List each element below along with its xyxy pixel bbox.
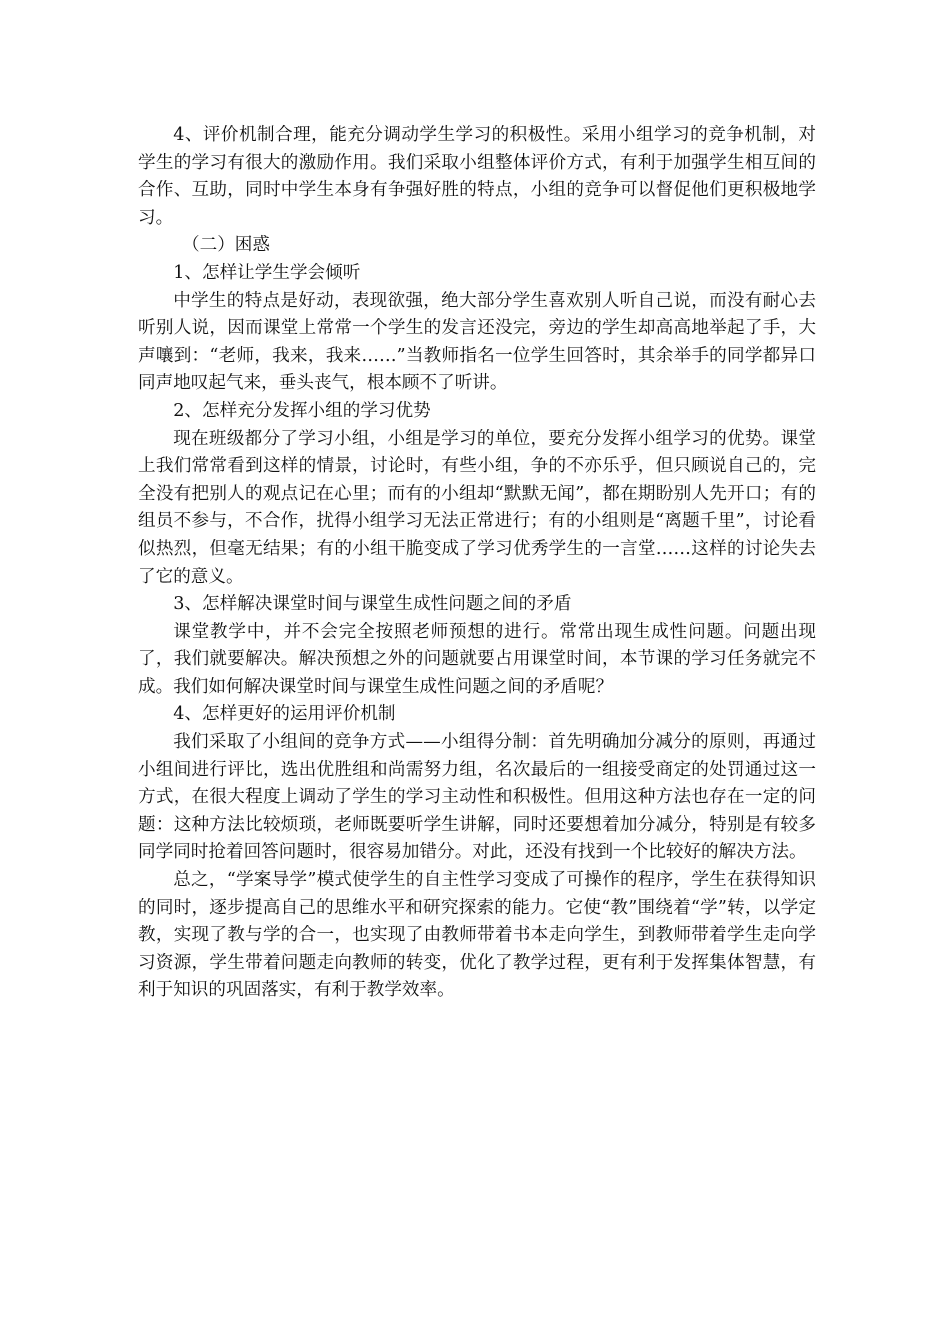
question1-paragraph: 中学生的特点是好动，表现欲强，绝大部分学生喜欢别人听自己说，而没有耐心去听别人说，因而课堂上常常一个学生的发言还没完，旁边的学生却高高地举起了手，大声嚷到：“老师，我来，我来……”当教师指名一位学生回答时，其余举手的同学都异口同声地叹起气来，垂头丧气，根本顾不了听讲。	[138, 290, 816, 394]
question4-heading: 4、怎样更好的运用评价机制	[173, 704, 396, 725]
conclusion-paragraph: 总之，“学案导学”模式使学生的自主性学习变成了可操作的程序，学生在获得知识的同时，逐步提高自己的思维水平和研究探索的能力。它使“教”围绕着“学”转，以学定教，实现了教与学的合一，也实现了由教师带着书本走向学生，到教师带着学生走向学习资源，学生带着问题走向教师的转变，优化了教学过程，更有利于发挥集体智慧，有利于知识的巩固落实，有利于教学效率。	[138, 870, 816, 1001]
question3-heading: 3、怎样解决课堂时间与课堂生成性问题之间的矛盾	[173, 594, 572, 615]
question2-heading: 2、怎样充分发挥小组的学习优势	[173, 400, 431, 421]
question3-paragraph: 课堂教学中，并不会完全按照老师预想的进行。常常出现生成性问题。问题出现了，我们就要解决。解决预想之外的问题就要占用课堂时间，本节课的学习任务就完不成。我们如何解决课堂时间与课堂生成性问题之间的矛盾呢？	[138, 621, 816, 697]
question2-paragraph: 现在班级都分了学习小组，小组是学习的单位，要充分发挥小组学习的优势。课堂上我们常常看到这样的情景，讨论时，有些小组，争的不亦乐乎，但只顾说自己的，完全没有把别人的观点记在心里；而有的小组却“默默无闻”，都在期盼别人先开口；有的组员不参与，不合作，扰得小组学习无法正常进行；有的小组则是“离题千里”，讨论看似热烈，但毫无结果；有的小组干脆变成了学习优秀学生的一言堂……这样的讨论失去了它的意义。	[138, 428, 816, 587]
point4-paragraph: 4、评价机制合理，能充分调动学生学习的积极性。采用小组学习的竞争机制，对学生的学习有很大的激励作用。我们采取小组整体评价方式，有利于加强学生相互间的合作、互助，同时中学生本身有争强好胜的特点，小组的竞争可以督促他们更积极地学习。	[138, 125, 816, 228]
question1-heading: 1、怎样让学生学会倾听	[173, 262, 361, 283]
section-heading-confusion: （二）困惑	[182, 235, 270, 256]
document-body	[138, 122, 816, 1005]
question4-paragraph: 我们采取了小组间的竞争方式——小组得分制：首先明确加分减分的原则，再通过小组间进行评比，选出优胜组和尚需努力组，名次最后的一组接受商定的处罚通过这一方式，在很大程度上调动了学生的学习主动性和积极性。但用这种方法也存在一定的问题：这种方法比较烦琐，老师既要听学生讲解，同时还要想着加分减分，特别是有较多同学同时抢着回答问题时，很容易加错分。对此，还没有找到一个比较好的解决方法。	[138, 732, 816, 863]
